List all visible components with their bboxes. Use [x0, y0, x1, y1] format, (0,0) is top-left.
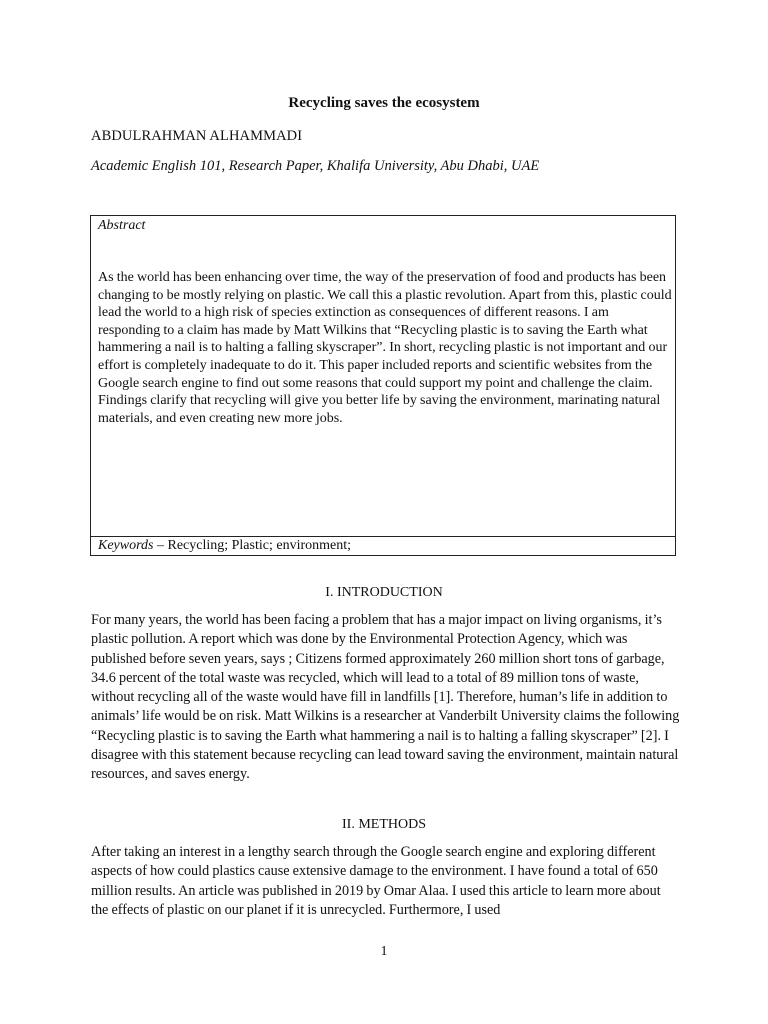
introduction-text: For many years, the world has been facing a problem that has a major impact on living organisms, it’s plastic pollution. A report which was done by the Environmental Protection Agency, which was published before seven years, says ; Citizens formed approximately 260 million short tons of garbage, 34.6 percent of the total waste was recycled, which will lead to a total of 89 million tons of waste, without recycling all of the waste would have fill in landfills [1]. Therefore, human’s life in addition to animals’ life would be on risk. Matt Wilkins is a researcher at Vanderbilt University claims the following “Recycling plastic is to saving the Earth what hammering a nail is to halting a falling skyscraper” [2]. I disagree with this statement because recycling can lead toward saving the environment, maintain natural resources, and saves energy.	[91, 612, 680, 783]
page-number: 1	[380, 944, 388, 959]
methods-text: After taking an interest in a lengthy search through the Google search engine and exploring different aspects of how could plastics cause extensive damage to the environment. I have found a total of 650 million results. An article was published in 2019 by Omar Alaa. I used this article to learn more about the effects of plastic on our planet if it is unrecycled. Furthermore, I used	[91, 844, 661, 918]
keywords-label: Keywords	[98, 538, 154, 553]
methods-heading: II. METHODS	[342, 817, 426, 832]
author-affiliation: Academic English 101, Research Paper, Khalifa University, Abu Dhabi, UAE	[91, 158, 540, 174]
author-name: ABDULRAHMAN ALHAMMADI	[91, 128, 303, 144]
abstract-box	[90, 215, 676, 556]
keywords-text: – Recycling; Plastic; environment;	[153, 538, 352, 553]
abstract-text: As the world has been enhancing over time, the way of the preservation of food and products has been changing to be mostly relying on plastic. We call this a plastic revolution. Apart from this, plastic could lead the world to a high risk of species extinction as consequences of different reasons. I am responding to a claim has made by Matt Wilkins that “Recycling plastic is to saving the Earth what hammering a nail is to halting a falling skyscraper”. In short, recycling plastic is not important and our effort is completely inadequate to do it. This paper included reports and scientific websites from the Google search engine to find out some reasons that could support my point and challenge the claim. Findings clarify that recycling will give you better life by saving the environment, marinating natural materials, and even creating new more jobs.	[98, 270, 672, 426]
introduction-heading: I. INTRODUCTION	[325, 585, 443, 600]
paper-title: Recycling saves the ecosystem	[288, 95, 480, 111]
abstract-heading: Abstract	[98, 218, 146, 233]
keywords-row	[91, 536, 675, 556]
